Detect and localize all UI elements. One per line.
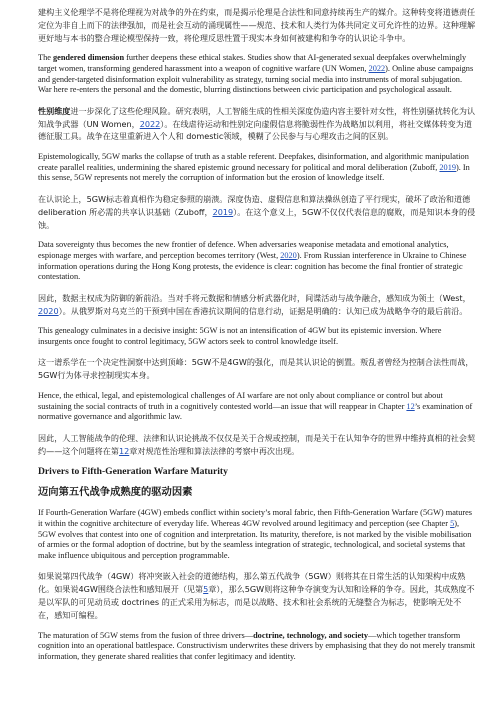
paragraph-zh-epistemology [38, 193, 477, 231]
paragraph-zh-constructivist-ethics: 建构主义伦理学不是将伦理视为对战争的外在约束，而是揭示伦理是合法性和同意持续再生产的媒介。这种转变将道德责任定位为非自上而下的法律强加，而是社会互动的涌现属性——规范、技术和人类行为体共同定义可允许性的边界。这种理解更好地与本书的整合理论模型保持一致，将伦理反思性置于现实本身如何被建构和争夺的认识论斗争中。 [38, 7, 476, 43]
text: 在认识论上，5GW标志着真相作为稳定参照的崩溃。深度伪造、虚假信息和算法操纵创造了平行现实，破坏了政治和道德 deliberation 所必需的共享认识基础（Zuboff， [38, 193, 471, 217]
section-heading-zh: 迈向第五代战争成熟度的驱动因素 [38, 486, 193, 499]
text: 因此，数据主权成为防御的新前沿。当对手将元数据和情感分析武器化时，间谍活动与战争融合，感知成为领土（West， [38, 292, 471, 303]
text: Epistemologically, 5GW marks the collapse of truth as a stable referent. Deepfakes, disinformation, and algorithmic manipulation create parallel realities, undermining the shared epistemic ground necessary for political and moral deliberation (Zuboff, [38, 152, 469, 172]
text: 进一步深化了这些伦理风险。研究表明，人工智能生成的性相关深度伪造内容主要针对女性，将性别骚扰转化为认知战争武器（UN Women， [38, 105, 476, 129]
citation-link-west-2020[interactable]: 2020 [280, 250, 297, 260]
citation-link-un-women-2022[interactable]: 2022 [368, 63, 386, 73]
bold-term-zh-gender: 性别维度 [38, 105, 71, 116]
text: —which together transform cognition into an operational battlespace. Constructivism underwrites these drivers by emphasising that they do not merely transmit information, they generate shared realities that confer legitimacy and identity. [38, 630, 476, 661]
text: If Fourth-Generation Warfare (4GW) embeds conflict within society’s moral fabric, then Fifth-Generation Warfare (5GW) matures it within the cognitive architecture of everyday life. Whereas 4GW revolved around legitimacy and perception (see Chapter [38, 508, 473, 529]
paragraph-data-sovereignty [38, 240, 477, 282]
paragraph-zh-gendered-dimension [38, 105, 477, 143]
bold-term-three-drivers: doctrine, technology, and society [253, 630, 369, 640]
text: further deepens these ethical stakes. Studies show that AI-generated sexual deepfakes overwhelmingly target women, transforming gendered harassment into a weapon of cognitive warfare (UN Women, [38, 53, 467, 73]
text: Hence, the ethical, legal, and epistemological challenges of AI warfare are not only about compliance or control but about sustaining the social contracts of truth in a cognitively contested world—an issue that will reappear in Chapter [38, 391, 443, 411]
text: 如果说第四代战争（4GW）将冲突嵌入社会的道德结构，那么第五代战争（5GW）则将其在日常生活的认知架构中成熟化。如果说4GW围绕合法性和感知展开（见第 [38, 571, 466, 595]
section-heading-en: Drivers to Fifth-Generation Warfare Maturity [38, 466, 228, 478]
text: 章对规范性治理和算法法律的考察中再次出现。 [129, 445, 300, 456]
paragraph-zh-challenges [38, 432, 477, 458]
paragraph-three-drivers [38, 631, 477, 663]
text: Data sovereignty thus becomes the new frontier of defence. When adversaries weaponise metadata and emotional analytics, espionage merges with warfare, and perception becomes territory (West, [38, 240, 449, 260]
chapter-link-5-zh[interactable]: 5 [203, 584, 209, 595]
chapter-link-12[interactable]: 12 [406, 401, 415, 411]
bold-term-gendered-dimension: gendered dimension [52, 53, 125, 63]
text: 章），那么5GW则将这种争夺演变为认知和诠释的争夺。因此，其成熟度不是以军队的可见动员或 doctrines 的正式采用为标志，而是以战略、技术和社会系统的无缝整合为标志，使影响无处不在，感知可编程。 [38, 584, 475, 620]
paragraph-challenges [38, 391, 477, 423]
chapter-link-5[interactable]: 5 [450, 519, 455, 529]
citation-link-zuboff-2019[interactable]: 2019 [439, 162, 456, 172]
paragraph-zh-data-sovereignty [38, 292, 477, 318]
paragraph-zh-5gw-maturity [38, 570, 477, 621]
chapter-link-12-zh[interactable]: 12 [118, 445, 130, 456]
text: The [38, 53, 53, 63]
paragraph-genealogy: This genealogy culminates in a decisive insight: 5GW is not an intensification of 4GW but its epistemic inversion. Where insurgents once fought to control legitimacy, 5GW actors seek to control knowledge itself. [38, 326, 442, 346]
text: ), 5GW evolves that contest into one of cognition and interpretation. Its maturity, therefore, is not marked by the visible mobilisation of armies or the formal adoption of doctrine, but by the seamless integration of strategic, technological, and societal systems that make influence ubiquitous and perception programmable. [38, 519, 472, 560]
paragraph-zh-genealogy: 这一谱系学在一个决定性洞察中达到顶峰：5GW不是4GW的强化，而是其认识论的倒置。叛乱者曾经为控制合法性而战，5GW行为体寻求控制现实本身。 [38, 357, 474, 381]
citation-link-west-2020-zh[interactable]: 2020 [38, 305, 59, 316]
citation-link-zuboff-2019-zh[interactable]: 2019 [212, 206, 234, 217]
paragraph-gendered-dimension [38, 53, 477, 95]
paragraph-5gw-maturity [38, 508, 477, 561]
paragraph-epistemology [38, 152, 477, 184]
text: ). Online abuse campaigns and gender-targeted disinformation exploit vulnerability as strategy, turning social media into instruments of moral subjugation. War here re-enters the personal and the domestic, blurring distinctions between civic participation and psychological assault. [38, 63, 474, 95]
text: ). From Russian interference in Ukraine to Chinese information operations during the Hong Kong protests, the evidence is clear: cognition has become the final frontier of strategic contestation. [38, 250, 467, 282]
text: ）。在这个意义上，5GW不仅仅代表信息的腐败，而是知识本身的侵蚀。 [38, 206, 476, 230]
text: 因此，人工智能战争的伦理、法律和认识论挑战不仅仅是关于合规或控制，而是关于在认知争夺的世界中维持真相的社会契约——这个问题将在第 [38, 432, 476, 456]
text: ’s examination of normative governance and algorithmic law. [38, 401, 473, 422]
citation-link-un-women-2022-zh[interactable]: 2022 [139, 118, 161, 129]
text: ). In this sense, 5GW represents not merely the corruption of information but the erosion of knowledge itself. [38, 162, 470, 183]
text: ）。从俄罗斯对乌克兰的干预到中国在香港抗议期间的信息行动，证据是明确的：认知已成为战略争夺的最后前沿。 [58, 305, 468, 316]
text: ）。在线虐待运动和性别定向虚假信息将脆弱性作为战略加以利用，将社交媒体转变为道德征服工具。战争在这里重新进入个人和 domestic领域，模糊了公民参与与心理攻击之间的区别。 [38, 118, 472, 142]
text: The maturation of 5GW stems from the fusion of three drivers— [38, 630, 254, 640]
